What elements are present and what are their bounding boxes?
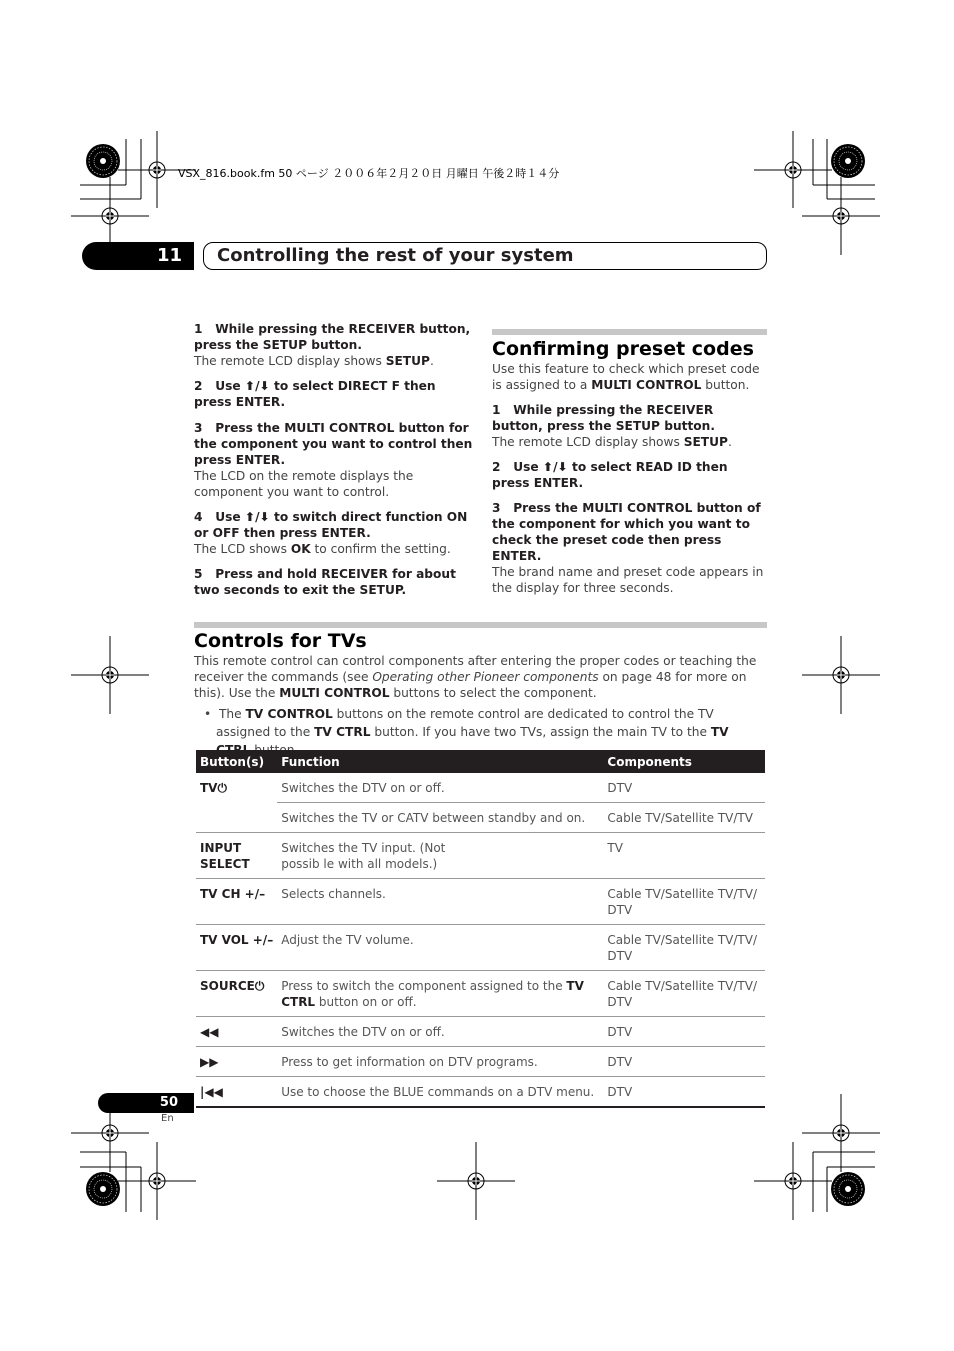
section-divider [492,329,767,335]
function-cell: Press to switch the component assigned to the TV CTRL button on or off. [277,971,603,1017]
step-1-body: The remote LCD display shows SETUP. [194,354,434,368]
step-1: 1 While pressing the RECEIVER button, press the SETUP button. [194,322,471,352]
table-row [196,925,765,971]
table-row [196,1017,765,1047]
rewind-icon: ◀◀ [196,1017,277,1047]
column-header: Function [277,750,603,773]
function-cell: Switches the DTV on or off. [281,781,445,795]
section-divider [194,622,767,628]
confirming-preset-codes [492,337,767,596]
components-cell: Cable TV/Satellite TV/TV/ DTV [603,971,765,1017]
components-cell: Cable TV/Satellite TV/TV [603,803,765,833]
button-cell [196,803,277,833]
tv-controls-table [196,750,765,1108]
function-cell: Switches the TV or CATV between standby and on. [277,803,603,833]
skip-back-icon: |◀◀ [196,1077,277,1108]
chapter-number: 11 [82,242,194,270]
table-row [196,1047,765,1077]
up-down-arrows-icon: ⬆/⬇ [244,379,270,393]
language-code: En [161,1113,174,1124]
function-cell: Switches the DTV on or off. [277,1017,603,1047]
function-cell: Adjust the TV volume. [277,925,603,971]
page-number: 50 [98,1093,194,1113]
step-3: 3 Press the MULTI CONTROL button for the component you want to control then press ENTER. [194,421,473,467]
controls-for-tvs [194,629,767,759]
section-heading: Confirming preset codes [492,338,754,360]
components-cell: DTV [607,781,633,795]
function-cell: Switches the TV input. (Not possib le with all models.) [277,833,603,879]
step-3: 3 Press the MULTI CONTROL button of the component for which you want to check the preset code then press ENTER. [492,501,761,563]
section-intro: Use this feature to check which preset code is assigned to a MULTI CONTROL button. [492,362,760,392]
section-intro: This remote control can control components after entering the proper codes or teaching the receiver the commands (see Operating other Pioneer components on page 48 for more on this). Use the MULTI CONTROL buttons to select the component. [194,654,757,700]
step-4-body: The LCD shows OK to confirm the setting. [194,542,451,556]
components-cell: DTV [603,1047,765,1077]
button-cell: SOURCE⏻ [196,971,277,1017]
fast-forward-icon: ▶▶ [196,1047,277,1077]
table-header-row [196,750,765,773]
step-3-body: The LCD on the remote displays the component you want to control. [194,469,414,499]
step-1: 1 While pressing the RECEIVER button, press the SETUP button. [492,403,715,433]
components-cell: TV [603,833,765,879]
components-cell: Cable TV/Satellite TV/TV/ DTV [603,925,765,971]
table-row [196,833,765,879]
function-cell: Selects channels. [277,879,603,925]
components-cell: Cable TV/Satellite TV/TV/ DTV [603,879,765,925]
table-row [196,971,765,1017]
up-down-arrows-icon: ⬆/⬇ [244,510,270,524]
button-cell: TV⏻ [200,781,227,795]
up-down-arrows-icon: ⬆/⬇ [542,460,568,474]
table-row [196,879,765,925]
table-row [196,1077,765,1108]
chapter-title: Controlling the rest of your system [203,242,767,270]
step-5: 5 Press and hold RECEIVER for about two seconds to exit the SETUP. [194,567,456,597]
step-4: 4 Use ⬆/⬇ to switch direct function ON or OFF then press ENTER. [194,510,468,540]
function-cell: Use to choose the BLUE commands on a DTV menu. [277,1077,603,1108]
table-row [196,803,765,833]
components-cell: DTV [603,1077,765,1108]
components-cell: DTV [603,1017,765,1047]
bullet-item: • The TV CONTROL buttons on the remote control are dedicated to control the TV assigned to the TV CTRL button. If you have two TVs, assign the main TV to the TV [204,707,729,739]
button-cell: TV CH +/– [196,879,277,925]
print-file-info: VSX_816.book.fm 50 ページ ２００６年２月２０日 月曜日 午後２時１４分 [178,167,560,180]
table-row [196,773,765,803]
step-2: 2 Use ⬆/⬇ to select DIRECT F then press ENTER. [194,379,436,409]
button-cell: INPUT SELECT [196,833,277,879]
setup-steps-left [194,321,474,598]
column-header: Button(s) [196,750,277,773]
step-1-body: The remote LCD display shows SETUP. [492,435,732,449]
button-cell: TV VOL +/– [196,925,277,971]
column-header: Components [603,750,765,773]
function-cell: Press to get information on DTV programs. [277,1047,603,1077]
step-2: 2 Use ⬆/⬇ to select READ ID then press ENTER. [492,460,728,490]
section-heading: Controls for TVs [194,630,367,652]
registration-sunburst-icon [86,144,120,178]
step-3-body: The brand name and preset code appears in the display for three seconds. [492,565,764,595]
